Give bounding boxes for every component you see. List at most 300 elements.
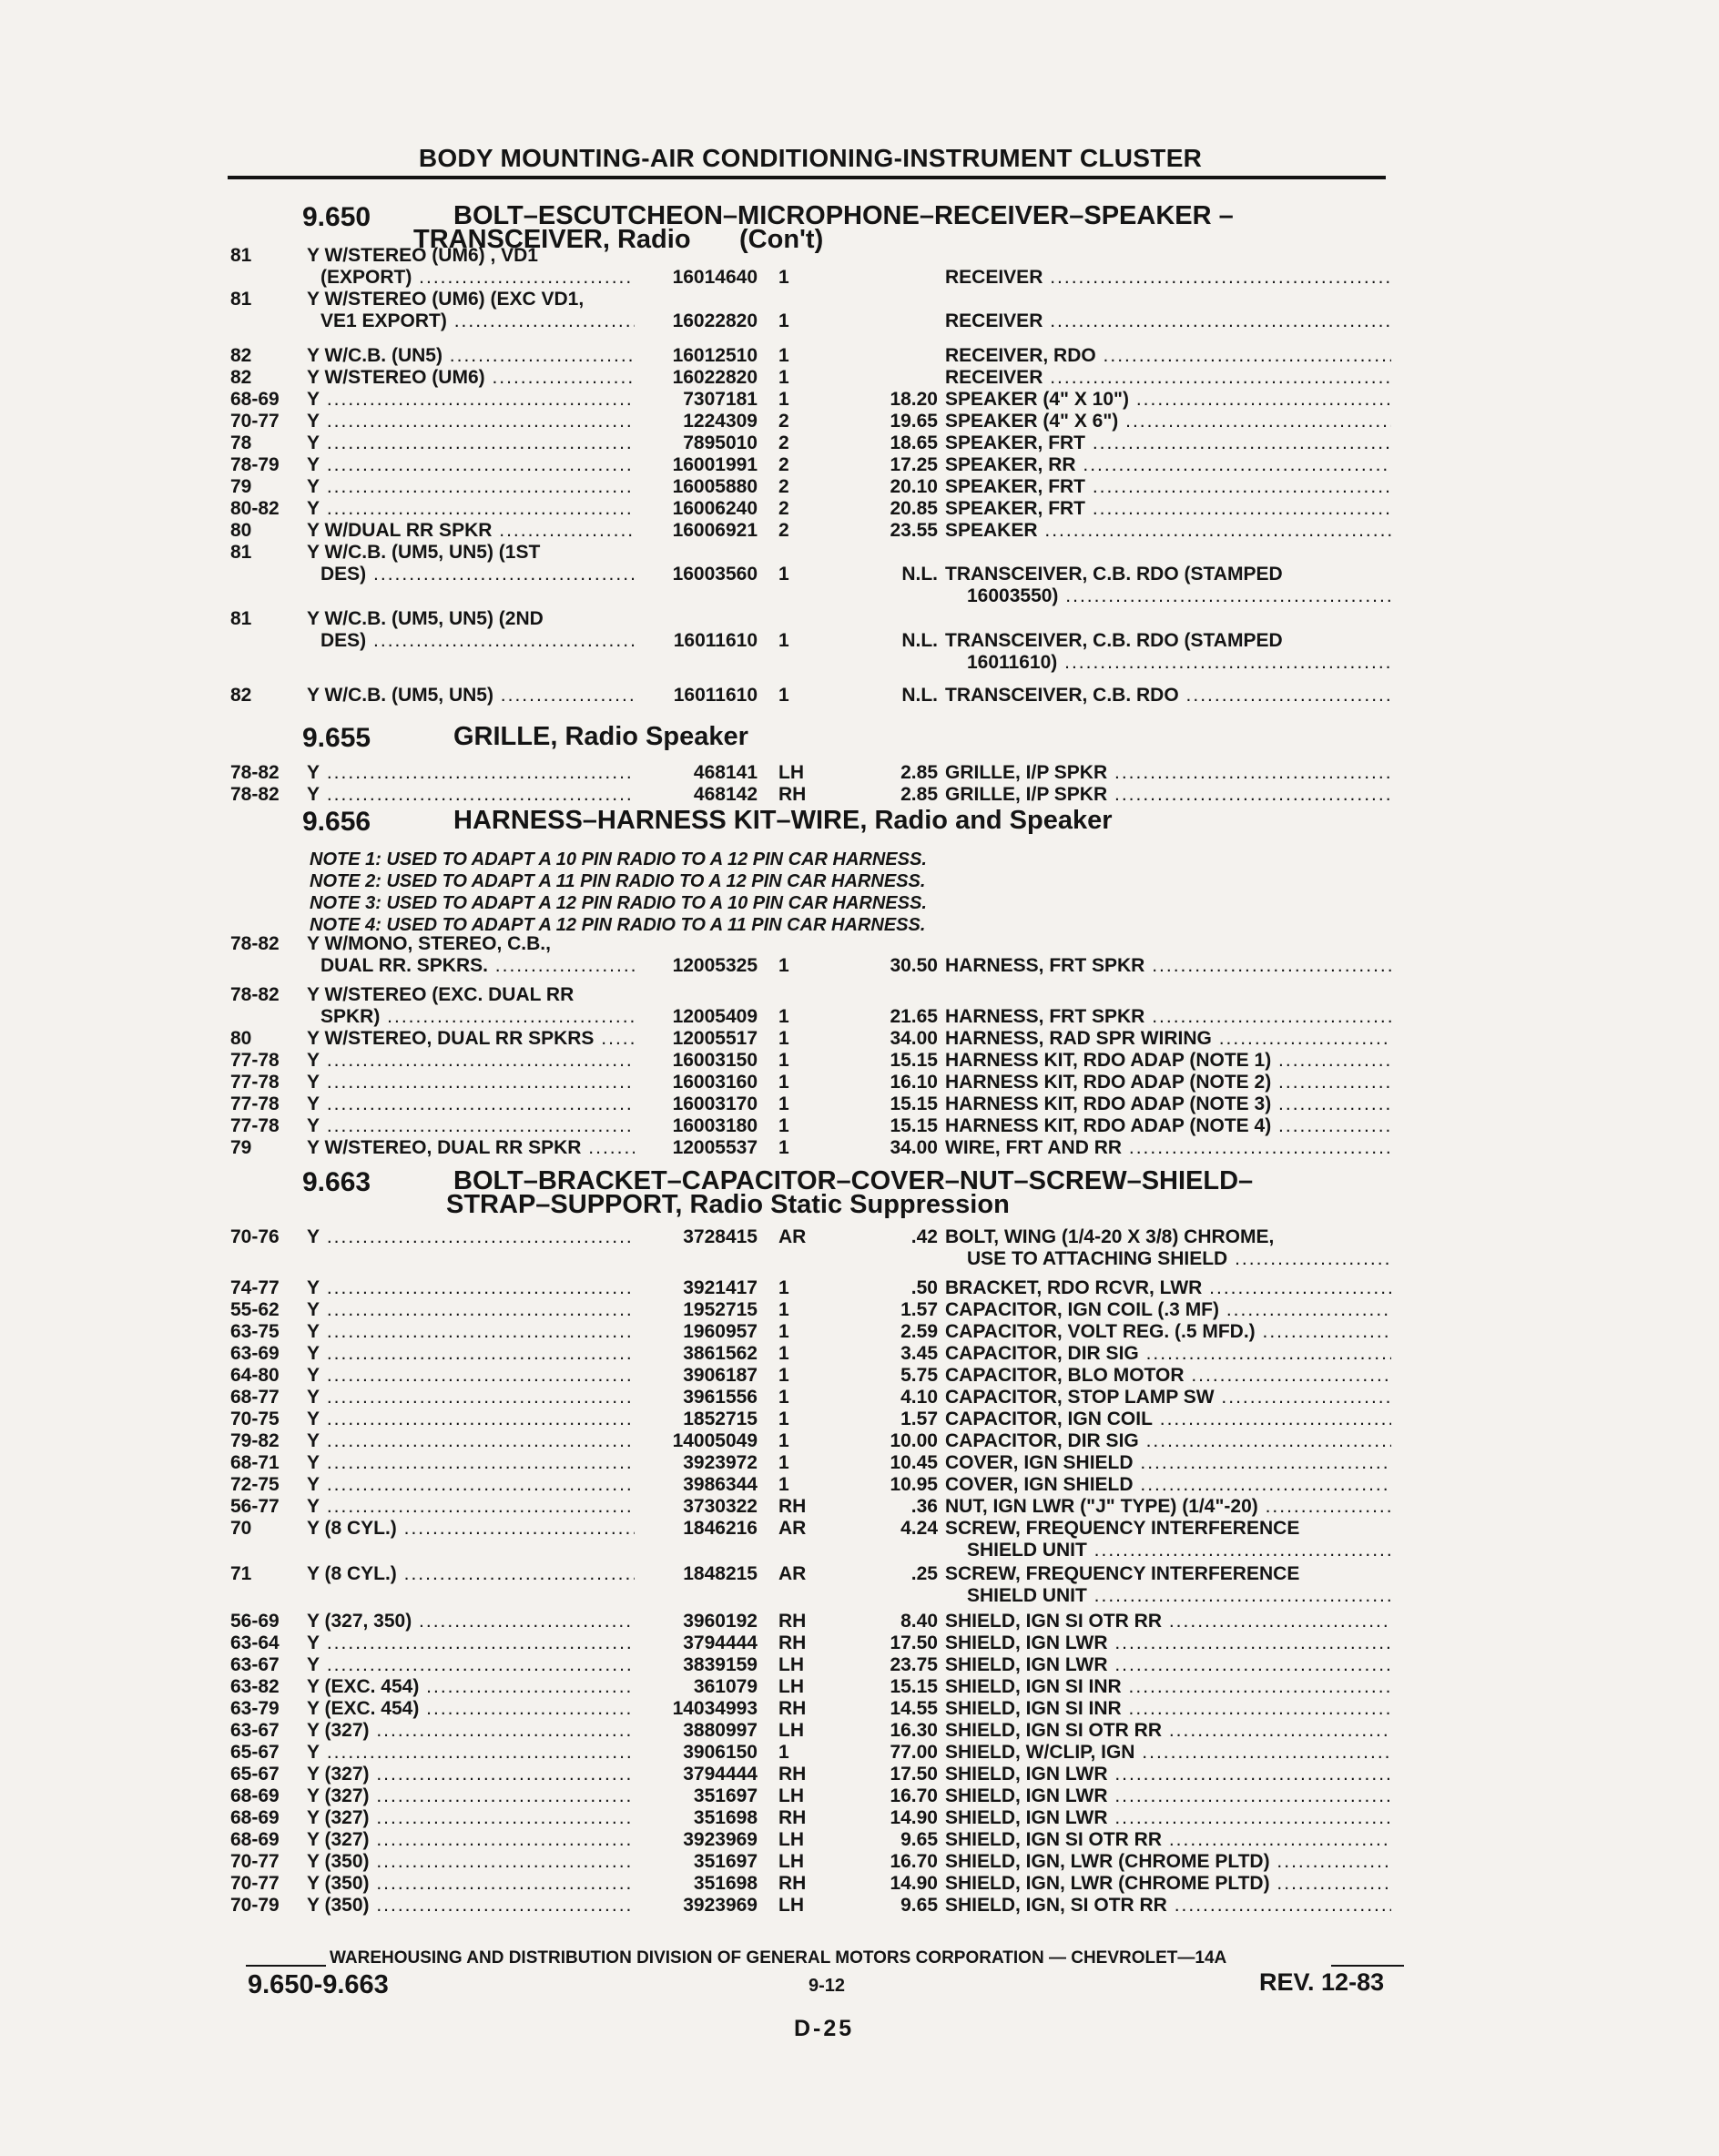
description-cell: CAPACITOR, DIR SIG ..... [945, 1431, 1391, 1451]
price-cell: 34.00 [890, 1028, 938, 1049]
description-cell: RECEIVER ..... [945, 268, 1391, 288]
price-cell: 18.65 [890, 432, 938, 453]
year-cell: 68-69 [230, 1785, 280, 1806]
year-cell: 77-78 [230, 1093, 280, 1114]
year-cell: 63-69 [230, 1343, 280, 1364]
model-cell: Y ..... [307, 1344, 635, 1364]
part-number-cell: 3923969 [683, 1829, 758, 1850]
section-note: NOTE 1: USED TO ADAPT A 10 PIN RADIO TO A 12 PIN CAR HARNESS. [310, 849, 927, 870]
year-cell: 78-82 [230, 933, 280, 954]
year-cell: 78-79 [230, 454, 280, 475]
parts-row [0, 1138, 1719, 1158]
quantity-cell: LH [778, 1829, 804, 1850]
year-cell: 68-71 [230, 1452, 280, 1473]
section-number: 9.655 [302, 723, 371, 753]
year-cell: 82 [230, 345, 252, 366]
parts-row [0, 1094, 1719, 1114]
part-number-cell: 351698 [693, 1873, 758, 1894]
quantity-cell: 1 [778, 685, 789, 706]
year-cell: 70-77 [230, 1851, 280, 1872]
model-cell: Y ..... [307, 1497, 635, 1517]
parts-row [0, 1497, 1719, 1517]
year-cell: 80-82 [230, 498, 280, 519]
description-cell: SHIELD, IGN, LWR (CHROME PLTD) ..... [945, 1852, 1391, 1872]
description-cell: SHIELD, IGN LWR ..... [945, 1633, 1391, 1653]
part-number-cell: 1952715 [683, 1299, 758, 1320]
parts-row [0, 1655, 1719, 1675]
quantity-cell: RH [778, 1873, 807, 1894]
year-cell: 63-82 [230, 1676, 280, 1697]
parts-row [0, 412, 1719, 432]
part-number-cell: 16003150 [672, 1050, 758, 1071]
year-cell: 68-69 [230, 389, 280, 410]
description-cell: BRACKET, RDO RCVR, LWR ..... [945, 1278, 1391, 1298]
model-cell: Y ..... [307, 1073, 635, 1093]
description-cell: CAPACITOR, BLO MOTOR ..... [945, 1366, 1391, 1386]
model-cell: Y W/C.B. (UN5) ..... [307, 346, 635, 366]
part-number-cell: 7895010 [683, 432, 758, 453]
model-cell: Y W/MONO, STEREO, C.B., [307, 934, 551, 954]
description-cell: TRANSCEIVER, C.B. RDO ..... [945, 686, 1391, 706]
description-continuation: 16003550) ..... [967, 586, 1391, 606]
parts-row [0, 1300, 1719, 1320]
model-cell: Y (327) ..... [307, 1786, 635, 1806]
parts-row [0, 1475, 1719, 1495]
price-cell: .36 [910, 1496, 938, 1517]
quantity-cell: 1 [778, 955, 789, 976]
description-cell: TRANSCEIVER, C.B. RDO (STAMPED [945, 564, 1283, 585]
part-number-cell: 14034993 [672, 1698, 758, 1719]
parts-row [0, 1073, 1719, 1093]
quantity-cell: 1 [778, 1343, 789, 1364]
description-cell: SHIELD, W/CLIP, IGN ..... [945, 1743, 1391, 1763]
price-cell: 20.10 [890, 476, 938, 497]
price-cell: 16.10 [890, 1072, 938, 1093]
part-number-cell: 351698 [693, 1807, 758, 1828]
description-cell: CAPACITOR, IGN COIL (.3 MF) ..... [945, 1300, 1391, 1320]
model-cell: Y ..... [307, 763, 635, 783]
price-cell: 3.45 [900, 1343, 938, 1364]
price-cell: 15.15 [890, 1050, 938, 1071]
year-cell: 70-75 [230, 1409, 280, 1429]
parts-row [0, 499, 1719, 519]
part-number-cell: 14005049 [672, 1430, 758, 1451]
description-cell: SHIELD, IGN, LWR (CHROME PLTD) ..... [945, 1874, 1391, 1894]
parts-row [0, 1278, 1719, 1298]
parts-row [0, 368, 1719, 388]
section-number: 9.656 [302, 807, 371, 837]
footer-rule-left [246, 1965, 326, 1967]
price-cell: N.L. [901, 630, 938, 651]
price-cell: 15.15 [890, 1115, 938, 1136]
quantity-cell: 1 [778, 1387, 789, 1408]
price-cell: 16.30 [890, 1720, 938, 1741]
model-cell: Y ..... [307, 455, 635, 475]
model-cell: Y W/C.B. (UM5, UN5) (2ND [307, 609, 544, 629]
part-number-cell: 3794444 [683, 1764, 758, 1785]
year-cell: 64-80 [230, 1365, 280, 1386]
year-cell: 65-67 [230, 1764, 280, 1785]
year-cell: 65-67 [230, 1742, 280, 1763]
model-cell: Y ..... [307, 1116, 635, 1136]
parts-row [0, 433, 1719, 453]
quantity-cell: 1 [778, 1365, 789, 1386]
year-cell: 78-82 [230, 784, 280, 805]
price-cell: 10.95 [890, 1474, 938, 1495]
year-cell: 63-67 [230, 1720, 280, 1741]
parts-row [0, 1519, 1719, 1539]
model-cell: Y ..... [307, 1300, 635, 1320]
model-cell: Y W/C.B. (UM5, UN5) ..... [307, 686, 635, 706]
quantity-cell: 1 [778, 1742, 789, 1763]
part-number-cell: 12005325 [672, 955, 758, 976]
year-cell: 78 [230, 432, 252, 453]
price-cell: 9.65 [900, 1829, 938, 1850]
parts-row [0, 1431, 1719, 1451]
year-cell: 68-69 [230, 1807, 280, 1828]
parts-row [0, 1764, 1719, 1785]
parts-row [0, 984, 1719, 1027]
quantity-cell: 2 [778, 520, 789, 541]
description-cell: SPEAKER (4" X 10") ..... [945, 390, 1391, 410]
description-cell: SCREW, FREQUENCY INTERFERENCE [945, 1564, 1300, 1584]
year-cell: 81 [230, 245, 252, 266]
parts-row [0, 785, 1719, 805]
quantity-cell: RH [778, 1611, 807, 1632]
parts-row [0, 1677, 1719, 1697]
year-cell: 72-75 [230, 1474, 280, 1495]
section-title-continued: (Con't) [739, 225, 824, 254]
quantity-cell: 1 [778, 630, 789, 651]
parts-row [0, 1029, 1719, 1049]
quantity-cell: 2 [778, 454, 789, 475]
section-number: 9.650 [302, 202, 371, 232]
model-cell: Y W/C.B. (UM5, UN5) (1ST [307, 543, 541, 563]
quantity-cell: RH [778, 1807, 807, 1828]
quantity-cell: AR [778, 1226, 807, 1247]
year-cell: 63-75 [230, 1321, 280, 1342]
section-title: BOLT–ESCUTCHEON–MICROPHONE–RECEIVER–SPEAKER – [453, 201, 1234, 230]
parts-row [0, 1743, 1719, 1763]
price-cell: 17.50 [890, 1632, 938, 1653]
quantity-cell: RH [778, 1632, 807, 1653]
model-cell: Y W/STEREO, DUAL RR SPKRS ..... [307, 1029, 635, 1049]
quantity-cell: LH [778, 1676, 804, 1697]
description-cell: SHIELD, IGN SI OTR RR ..... [945, 1721, 1391, 1741]
model-cell: Y ..... [307, 433, 635, 453]
price-cell: N.L. [901, 685, 938, 706]
description-cell: SPEAKER, RR ..... [945, 455, 1391, 475]
description-cell: HARNESS KIT, RDO ADAP (NOTE 4) ..... [945, 1116, 1391, 1136]
year-cell: 55-62 [230, 1299, 280, 1320]
model-cell: Y ..... [307, 1475, 635, 1495]
part-number-cell: 16005880 [672, 476, 758, 497]
price-cell: 2.85 [900, 762, 938, 783]
title-rule [228, 176, 1386, 179]
year-cell: 81 [230, 608, 252, 629]
price-cell: 23.75 [890, 1654, 938, 1675]
year-cell: 70-76 [230, 1226, 280, 1247]
part-number-cell: 3986344 [683, 1474, 758, 1495]
year-cell: 82 [230, 685, 252, 706]
quantity-cell: 1 [778, 1299, 789, 1320]
part-number-cell: 3794444 [683, 1632, 758, 1653]
year-cell: 78-82 [230, 984, 280, 1005]
model-continuation: VE1 EXPORT) ..... [320, 311, 635, 331]
price-cell: 4.10 [900, 1387, 938, 1408]
part-number-cell: 3923969 [683, 1895, 758, 1916]
part-number-cell: 12005517 [672, 1028, 758, 1049]
parts-row [0, 1116, 1719, 1136]
price-cell: 17.25 [890, 454, 938, 475]
description-continuation: SHIELD UNIT ..... [967, 1541, 1391, 1561]
part-number-cell: 3961556 [683, 1387, 758, 1408]
model-cell: Y ..... [307, 1431, 635, 1451]
price-cell: 17.50 [890, 1764, 938, 1785]
footer-range: 9.650-9.663 [248, 1970, 389, 1999]
part-number-cell: 1848215 [683, 1563, 758, 1584]
part-number-cell: 3728415 [683, 1226, 758, 1247]
quantity-cell: 2 [778, 432, 789, 453]
parts-row [0, 1874, 1719, 1894]
year-cell: 77-78 [230, 1115, 280, 1136]
year-cell: 63-64 [230, 1632, 280, 1653]
price-cell: 1.57 [900, 1409, 938, 1429]
year-cell: 71 [230, 1563, 252, 1584]
quantity-cell: 2 [778, 498, 789, 519]
description-cell: HARNESS, RAD SPR WIRING ..... [945, 1029, 1391, 1049]
part-number-cell: 16003170 [672, 1093, 758, 1114]
quantity-cell: 1 [778, 367, 789, 388]
model-cell: Y W/STEREO (UM6) , VD1 [307, 246, 538, 266]
description-cell: CAPACITOR, VOLT REG. (.5 MFD.) ..... [945, 1322, 1391, 1342]
quantity-cell: LH [778, 762, 804, 783]
price-cell: 9.65 [900, 1895, 938, 1916]
description-cell: CAPACITOR, IGN COIL ..... [945, 1409, 1391, 1429]
description-cell: SCREW, FREQUENCY INTERFERENCE [945, 1519, 1300, 1539]
quantity-cell: AR [778, 1563, 807, 1584]
price-cell: 14.55 [890, 1698, 938, 1719]
part-number-cell: 351697 [693, 1785, 758, 1806]
description-cell: HARNESS, FRT SPKR ..... [945, 956, 1391, 976]
quantity-cell: 1 [778, 1409, 789, 1429]
year-cell: 56-69 [230, 1611, 280, 1632]
description-cell: SPEAKER (4" X 6") ..... [945, 412, 1391, 432]
year-cell: 70 [230, 1518, 252, 1539]
description-cell: SPEAKER ..... [945, 521, 1391, 541]
price-cell: 30.50 [890, 955, 938, 976]
description-cell: CAPACITOR, STOP LAMP SW ..... [945, 1388, 1391, 1408]
year-cell: 74-77 [230, 1277, 280, 1298]
parts-row [0, 477, 1719, 497]
quantity-cell: 1 [778, 1006, 789, 1027]
description-cell: SHIELD, IGN LWR ..... [945, 1786, 1391, 1806]
part-number-cell: 361079 [693, 1676, 758, 1697]
model-cell: Y (327, 350) ..... [307, 1612, 635, 1632]
description-cell: SHIELD, IGN LWR ..... [945, 1808, 1391, 1828]
part-number-cell: 16014640 [672, 267, 758, 288]
parts-row [0, 1051, 1719, 1071]
description-cell: HARNESS, FRT SPKR ..... [945, 1007, 1391, 1027]
parts-row [0, 1366, 1719, 1386]
model-cell: Y (350) ..... [307, 1874, 635, 1894]
description-cell: SHIELD, IGN, SI OTR RR ..... [945, 1896, 1391, 1916]
price-cell: 4.24 [900, 1518, 938, 1539]
description-cell: SHIELD, IGN LWR ..... [945, 1655, 1391, 1675]
footer-sheet: D-25 [794, 2016, 855, 2041]
price-cell: 8.40 [900, 1611, 938, 1632]
model-cell: Y ..... [307, 412, 635, 432]
section-title: HARNESS–HARNESS KIT–WIRE, Radio and Speaker [453, 806, 1113, 835]
description-continuation: 16011610) ..... [967, 653, 1391, 673]
year-cell: 79 [230, 476, 252, 497]
model-cell: Y W/STEREO (UM6) ..... [307, 368, 635, 388]
model-continuation: DES) ..... [320, 564, 635, 585]
model-cell: Y ..... [307, 1655, 635, 1675]
part-number-cell: 3921417 [683, 1277, 758, 1298]
price-cell: 77.00 [890, 1742, 938, 1763]
model-cell: Y ..... [307, 1743, 635, 1763]
part-number-cell: 16003180 [672, 1115, 758, 1136]
parts-row [0, 1322, 1719, 1342]
parts-row [0, 1830, 1719, 1850]
description-cell: RECEIVER ..... [945, 311, 1391, 331]
part-number-cell: 7307181 [683, 389, 758, 410]
part-number-cell: 16003160 [672, 1072, 758, 1093]
model-cell: Y ..... [307, 1322, 635, 1342]
quantity-cell: 1 [778, 1430, 789, 1451]
parts-row [0, 763, 1719, 783]
quantity-cell: RH [778, 784, 807, 805]
parts-row [0, 1453, 1719, 1473]
section-note: NOTE 4: USED TO ADAPT A 12 PIN RADIO TO A 11 PIN CAR HARNESS. [310, 915, 926, 935]
part-number-cell: 1852715 [683, 1409, 758, 1429]
part-number-cell: 3906187 [683, 1365, 758, 1386]
model-cell: Y (350) ..... [307, 1896, 635, 1916]
quantity-cell: 1 [778, 1474, 789, 1495]
description-cell: HARNESS KIT, RDO ADAP (NOTE 1) ..... [945, 1051, 1391, 1071]
quantity-cell: 1 [778, 1277, 789, 1298]
price-cell: 10.45 [890, 1452, 938, 1473]
model-cell: Y ..... [307, 1453, 635, 1473]
parts-row [0, 1721, 1719, 1741]
parts-row [0, 686, 1719, 706]
price-cell: 5.75 [900, 1365, 938, 1386]
model-cell: Y ..... [307, 499, 635, 519]
quantity-cell: 1 [778, 345, 789, 366]
part-number-cell: 3923972 [683, 1452, 758, 1473]
description-cell: HARNESS KIT, RDO ADAP (NOTE 3) ..... [945, 1094, 1391, 1114]
year-cell: 77-78 [230, 1050, 280, 1071]
parts-row [0, 521, 1719, 541]
model-cell: Y W/STEREO, DUAL RR SPKR ..... [307, 1138, 635, 1158]
quantity-cell: 1 [778, 1072, 789, 1093]
description-cell: TRANSCEIVER, C.B. RDO (STAMPED [945, 631, 1283, 651]
price-cell: 1.57 [900, 1299, 938, 1320]
model-cell: Y W/DUAL RR SPKR ..... [307, 521, 635, 541]
parts-row [0, 1388, 1719, 1408]
year-cell: 70-77 [230, 1873, 280, 1894]
year-cell: 81 [230, 542, 252, 563]
quantity-cell: RH [778, 1496, 807, 1517]
model-cell: Y ..... [307, 1051, 635, 1071]
part-number-cell: 16022820 [672, 367, 758, 388]
model-cell: Y ..... [307, 1278, 635, 1298]
model-cell: Y ..... [307, 1366, 635, 1386]
model-cell: Y (EXC. 454) ..... [307, 1699, 635, 1719]
model-cell: Y ..... [307, 1227, 635, 1247]
quantity-cell: LH [778, 1785, 804, 1806]
price-cell: 21.65 [890, 1006, 938, 1027]
quantity-cell: LH [778, 1654, 804, 1675]
quantity-cell: 1 [778, 1050, 789, 1071]
quantity-cell: 2 [778, 411, 789, 432]
section-title: BOLT–BRACKET–CAPACITOR–COVER–NUT–SCREW–SHIELD– [453, 1166, 1254, 1195]
part-number-cell: 3861562 [683, 1343, 758, 1364]
description-cell: SHIELD, IGN LWR ..... [945, 1764, 1391, 1785]
price-cell: .25 [910, 1563, 938, 1584]
description-cell: GRILLE, I/P SPKR ..... [945, 763, 1391, 783]
price-cell: 14.90 [890, 1873, 938, 1894]
description-cell: SPEAKER, FRT ..... [945, 499, 1391, 519]
description-cell: RECEIVER ..... [945, 368, 1391, 388]
parts-row [0, 1896, 1719, 1916]
model-cell: Y ..... [307, 477, 635, 497]
page-title: BODY MOUNTING-AIR CONDITIONING-INSTRUMENT CLUSTER [418, 144, 1203, 172]
model-cell: Y W/STEREO (EXC. DUAL RR [307, 985, 575, 1005]
part-number-cell: 3906150 [683, 1742, 758, 1763]
part-number-cell: 12005537 [672, 1137, 758, 1158]
description-cell: HARNESS KIT, RDO ADAP (NOTE 2) ..... [945, 1073, 1391, 1093]
price-cell: .50 [910, 1277, 938, 1298]
quantity-cell: RH [778, 1764, 807, 1785]
quantity-cell: 1 [778, 267, 789, 288]
model-continuation: DES) ..... [320, 631, 635, 651]
parts-row [0, 1564, 1719, 1584]
price-cell: 2.59 [900, 1321, 938, 1342]
part-number-cell: 3960192 [683, 1611, 758, 1632]
section-number: 9.663 [302, 1167, 371, 1197]
parts-row [0, 1699, 1719, 1719]
year-cell: 82 [230, 367, 252, 388]
year-cell: 56-77 [230, 1496, 280, 1517]
year-cell: 79-82 [230, 1430, 280, 1451]
description-cell: GRILLE, I/P SPKR ..... [945, 785, 1391, 805]
model-cell: Y (350) ..... [307, 1852, 635, 1872]
part-number-cell: 1224309 [683, 411, 758, 432]
quantity-cell: 1 [778, 1321, 789, 1342]
model-cell: Y ..... [307, 1633, 635, 1653]
parts-row [0, 1633, 1719, 1653]
year-cell: 80 [230, 520, 252, 541]
parts-row [0, 1227, 1719, 1247]
price-cell: 14.90 [890, 1807, 938, 1828]
price-cell: 34.00 [890, 1137, 938, 1158]
quantity-cell: LH [778, 1720, 804, 1741]
part-number-cell: 16011610 [673, 685, 758, 706]
model-cell: Y (327) ..... [307, 1830, 635, 1850]
description-cell: SHIELD, IGN SI INR ..... [945, 1677, 1391, 1697]
price-cell: 18.20 [890, 389, 938, 410]
part-number-cell: 16011610 [673, 630, 758, 651]
description-continuation: USE TO ATTACHING SHIELD ..... [967, 1249, 1391, 1269]
year-cell: 70-79 [230, 1895, 280, 1916]
parts-row [0, 390, 1719, 410]
section-note: NOTE 3: USED TO ADAPT A 12 PIN RADIO TO A 10 PIN CAR HARNESS. [310, 893, 927, 913]
model-continuation: (EXPORT) ..... [320, 268, 635, 288]
quantity-cell: 2 [778, 476, 789, 497]
part-number-cell: 351697 [693, 1851, 758, 1872]
